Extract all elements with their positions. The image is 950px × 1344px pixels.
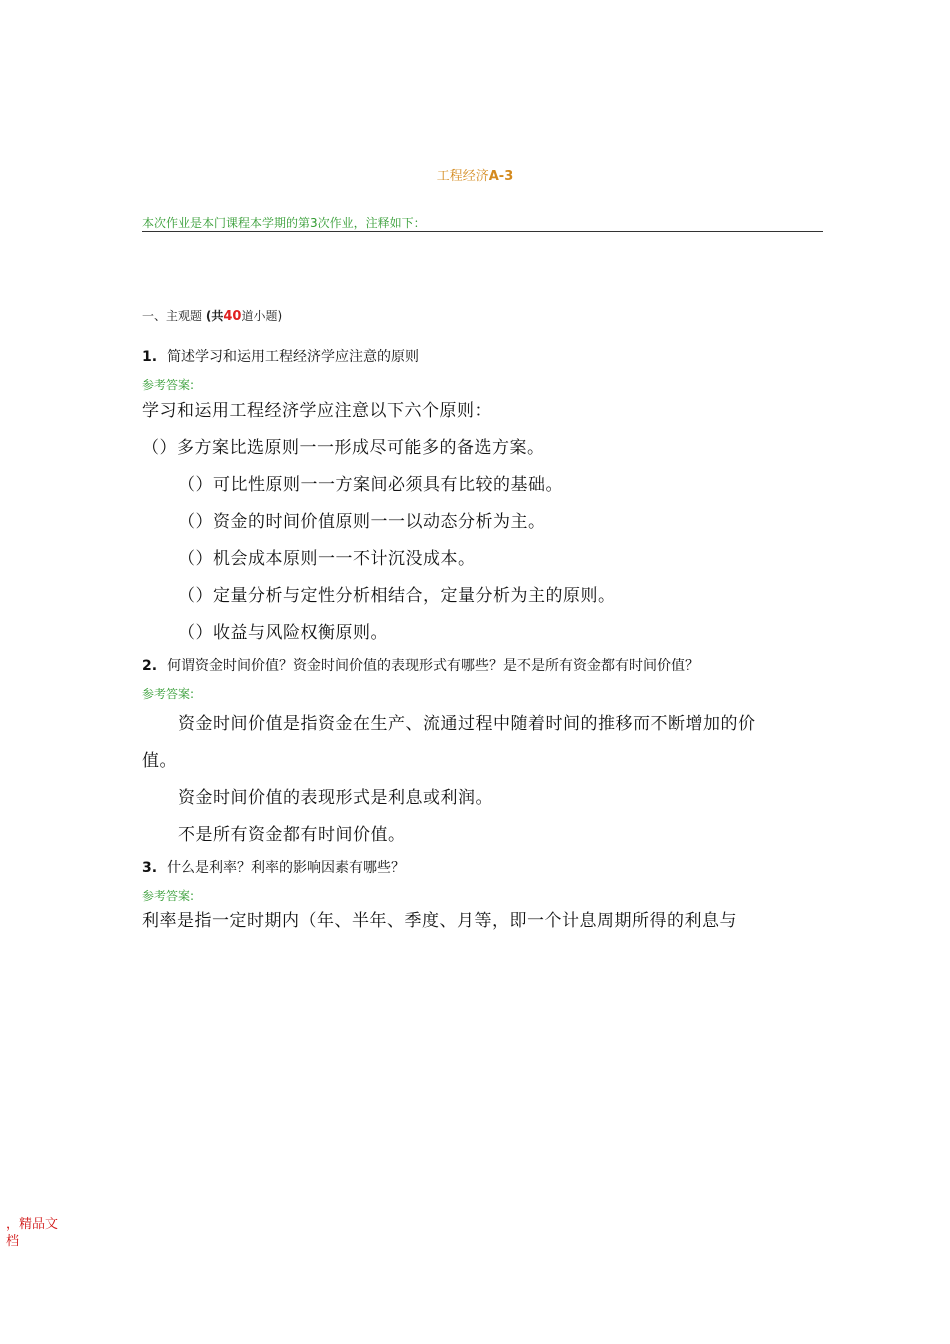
question-1 xyxy=(142,346,419,366)
answer-line: （）可比性原则一一方案间必须具有比较的基础。 xyxy=(178,475,563,495)
answer-line: 资金时间价值的表现形式是利息或利润。 xyxy=(178,788,493,808)
title-main: 工程经济 xyxy=(436,169,489,184)
question-number: 3. xyxy=(142,860,158,876)
footer-watermark: ，精品文档 xyxy=(6,1217,59,1249)
question-number: 2. xyxy=(142,658,158,674)
reference-answer-label: 参考答案: xyxy=(142,889,195,903)
question-number: 1. xyxy=(142,349,158,365)
answer-line: 学习和运用工程经济学应注意以下六个原则： xyxy=(142,401,492,421)
title-code: A-3 xyxy=(488,169,514,184)
question-2 xyxy=(142,655,699,675)
answer-line: （）收益与风险权衡原则。 xyxy=(178,623,388,643)
question-text: 什么是利率？利率的影响因素有哪些？ xyxy=(167,860,406,876)
answer-line: 值。 xyxy=(142,751,177,771)
answer-line: （）资金的时间价值原则一一以动态分析为主。 xyxy=(178,512,546,532)
section-open: (共 xyxy=(205,309,224,323)
answer-line: 不是所有资金都有时间价值。 xyxy=(178,825,406,845)
question-3 xyxy=(142,857,405,877)
answer-line: （）机会成本原则一一不计沉没成本。 xyxy=(178,549,476,569)
question-text: 简述学习和运用工程经济学应注意的原则 xyxy=(167,349,420,365)
section-suffix: 道小题) xyxy=(241,309,283,323)
document-title xyxy=(0,165,950,184)
answer-line: （）定量分析与定性分析相结合，定量分析为主的原则。 xyxy=(178,586,616,606)
intro-note: 本次作业是本门课程本学期的第3次作业，注释如下： xyxy=(142,216,426,230)
answer-line: （）多方案比选原则一一形成尽可能多的备选方案。 xyxy=(142,438,545,458)
intro-divider xyxy=(142,231,823,232)
answer-line: 利率是指一定时期内（年、半年、季度、月等，即一个计息周期所得的利息与 xyxy=(142,911,737,931)
section-heading xyxy=(142,307,282,324)
reference-answer-label: 参考答案: xyxy=(142,378,195,392)
reference-answer-label: 参考答案: xyxy=(142,687,195,701)
section-prefix: 一、主观题 xyxy=(142,309,203,323)
question-count: 40 xyxy=(223,309,242,324)
question-text: 何谓资金时间价值？资金时间价值的表现形式有哪些？是不是所有资金都有时间价值？ xyxy=(167,658,700,674)
answer-line: 资金时间价值是指资金在生产、流通过程中随着时间的推移而不断增加的价 xyxy=(178,714,756,734)
